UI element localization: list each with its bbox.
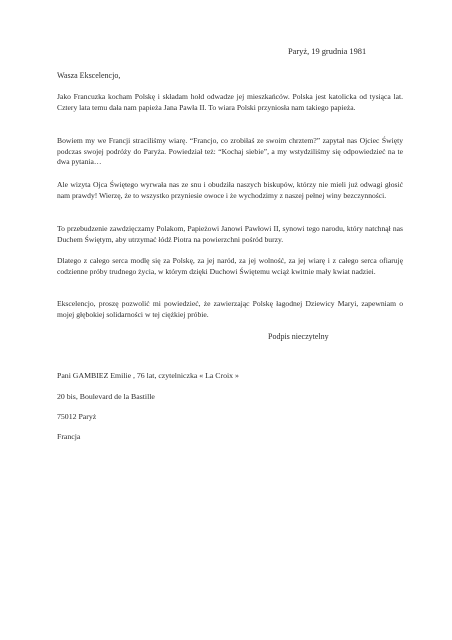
paragraph-3: Ale wizyta Ojca Świętego wyrwała nas ze snu i obudziła naszych biskupów, którzy nie mieli już odwagi głosić nam prawdy! Wierzę, że to wszystko przyniesie owoce i że wychodzimy z naszej pełnej winy bezczynności. [57,180,403,200]
sender-country: Francja [57,432,81,441]
date-line: Paryż, 19 grudnia 1981 [288,47,367,56]
sender-name: Pani GAMBIEZ Emilie , 76 lat, czytelniczka « La Croix » [57,371,239,380]
sender-street: 20 bis, Boulevard de la Bastille [57,392,155,401]
paragraph-1: Jako Francuzka kocham Polskę i składam hołd odwadze jej mieszkańców. Polska jest katolicka od tysiąca lat. Cztery lata temu dała nam papieża Jana Pawła II. To wiara Polski przyniosła nam takiego papieża. [57,92,403,112]
paragraph-5: Dlatego z całego serca modlę się za Polskę, za jej naród, za jej wolność, za jej wiarę i z całego serca ofiaruję codzienne próby trudnego życia, w którym dzięki Duchowi Świętemu wciąż kwitnie mały kwiat nadziei. [57,256,403,276]
paragraph-4: To przebudzenie zawdzięczamy Polakom, Papieżowi Janowi Pawłowi II, synowi tego narodu, który natchnął nas Duchem Świętym, aby utrzymać łódź Piotra na powierzchni pośród burzy. [57,224,403,244]
signature-note: Podpis nieczytelny [268,332,329,341]
sender-postal-city: 75012 Paryż [57,412,97,421]
paragraph-6: Ekscelencjo, proszę pozwolić mi powiedzieć, że zawierzając Polskę łagodnej Dziewicy Maryi, zapewniam o mojej głębokiej solidarności w tej ciężkiej próbie. [57,299,403,319]
paragraph-2: Bowiem my we Francji straciliśmy wiarę. “Francjo, co zrobiłaś ze swoim chrztem?” zapytał nas Ojciec Święty podczas swojej podróży do Paryża. Powiedział też: “Kochaj siebie”, a my wstydziliśmy się odpowiedzieć na te dwa pytania… [57,136,403,167]
salutation: Wasza Ekscelencjo, [57,71,121,80]
